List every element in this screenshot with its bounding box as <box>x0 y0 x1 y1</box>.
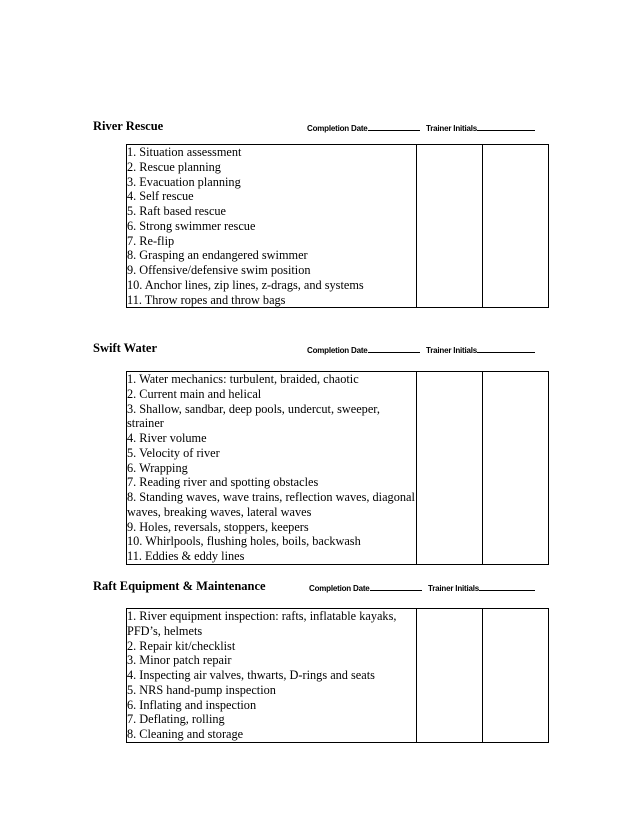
trainer-initials-label: Trainer Initials <box>428 584 480 593</box>
list-item: 1. River equipment inspection: rafts, inflatable kayaks, PFD’s, helmets <box>127 609 397 638</box>
trainer-initials-cell[interactable] <box>483 609 549 743</box>
list-item: 6. Strong swimmer rescue <box>127 218 256 233</box>
completion-date-label: Completion Date <box>307 346 368 355</box>
list-item: 3. Evacuation planning <box>127 174 241 189</box>
item-list <box>127 145 416 307</box>
items-cell <box>127 609 417 743</box>
list-item: 6. Inflating and inspection <box>127 697 257 712</box>
trainer-initials-cell[interactable] <box>483 372 549 565</box>
completion-date-cell[interactable] <box>417 372 483 565</box>
completion-date-cell[interactable] <box>417 145 483 308</box>
list-item: 8. Grasping an endangered swimmer <box>127 248 308 263</box>
table-row <box>127 145 549 308</box>
completion-date-field[interactable] <box>309 582 422 593</box>
list-item: 1. Water mechanics: turbulent, braided, chaotic <box>127 372 359 386</box>
trainer-initials-blank[interactable] <box>479 582 535 591</box>
checklist-table-raft-equipment <box>126 608 549 743</box>
list-item: 1. Situation assessment <box>127 145 242 159</box>
trainer-initials-label: Trainer Initials <box>426 346 478 355</box>
list-item: 2. Current main and helical <box>127 386 262 401</box>
list-item: 2. Rescue planning <box>127 159 221 174</box>
trainer-initials-blank[interactable] <box>477 122 535 131</box>
list-item: 10. Anchor lines, zip lines, z-drags, and systems <box>127 277 364 292</box>
checklist-table-river-rescue <box>126 144 549 308</box>
trainer-initials-field[interactable] <box>426 344 535 355</box>
items-cell <box>127 145 417 308</box>
list-item: 9. Holes, reversals, stoppers, keepers <box>127 519 309 534</box>
completion-date-label: Completion Date <box>309 584 370 593</box>
list-item: 7. Reading river and spotting obstacles <box>127 475 319 490</box>
list-item: 3. Shallow, sandbar, deep pools, undercut, sweeper, strainer <box>127 401 380 431</box>
completion-date-blank[interactable] <box>368 344 420 353</box>
section-header-river-rescue <box>93 119 553 137</box>
completion-date-cell[interactable] <box>417 609 483 743</box>
list-item: 5. Raft based rescue <box>127 204 227 218</box>
list-item: 4. Inspecting air valves, thwarts, D-rings and seats <box>127 668 375 682</box>
trainer-initials-cell[interactable] <box>483 145 549 308</box>
list-item: 9. Offensive/defensive swim position <box>127 263 311 277</box>
completion-date-label: Completion Date <box>307 124 368 133</box>
table-row <box>127 372 549 565</box>
trainer-initials-label: Trainer Initials <box>426 124 478 133</box>
list-item: 4. River volume <box>127 431 207 445</box>
list-item: 7. Re-flip <box>127 233 175 248</box>
checklist-table-swift-water <box>126 371 549 565</box>
items-cell <box>127 372 417 565</box>
completion-date-field[interactable] <box>307 344 420 355</box>
section-title: River Rescue <box>93 119 164 133</box>
list-item: 5. NRS hand-pump inspection <box>127 682 276 697</box>
list-item: 11. Throw ropes and throw bags <box>127 292 286 307</box>
table-row <box>127 609 549 743</box>
section-header-raft-equipment <box>93 579 553 597</box>
list-item: 5. Velocity of river <box>127 445 220 460</box>
section-header-swift-water <box>93 341 553 359</box>
completion-date-blank[interactable] <box>370 582 422 591</box>
item-list <box>127 372 416 564</box>
section-title: Swift Water <box>93 341 157 355</box>
list-item: 8. Standing waves, wave trains, reflection waves, diagonal waves, breaking waves, lateral waves <box>127 490 415 519</box>
list-item: 10. Whirlpools, flushing holes, boils, backwash <box>127 534 361 549</box>
list-item: 7. Deflating, rolling <box>127 712 225 727</box>
list-item: 8. Cleaning and storage <box>127 727 244 741</box>
list-item: 6. Wrapping <box>127 460 188 475</box>
trainer-initials-field[interactable] <box>428 582 535 593</box>
list-item: 4. Self rescue <box>127 189 194 204</box>
trainer-initials-field[interactable] <box>426 122 535 133</box>
list-item: 11. Eddies & eddy lines <box>127 549 245 563</box>
list-item: 3. Minor patch repair <box>127 653 232 668</box>
list-item: 2. Repair kit/checklist <box>127 638 236 653</box>
completion-date-blank[interactable] <box>368 122 420 131</box>
trainer-initials-blank[interactable] <box>477 344 535 353</box>
item-list <box>127 609 416 742</box>
section-title: Raft Equipment & Maintenance <box>93 579 266 593</box>
completion-date-field[interactable] <box>307 122 420 133</box>
